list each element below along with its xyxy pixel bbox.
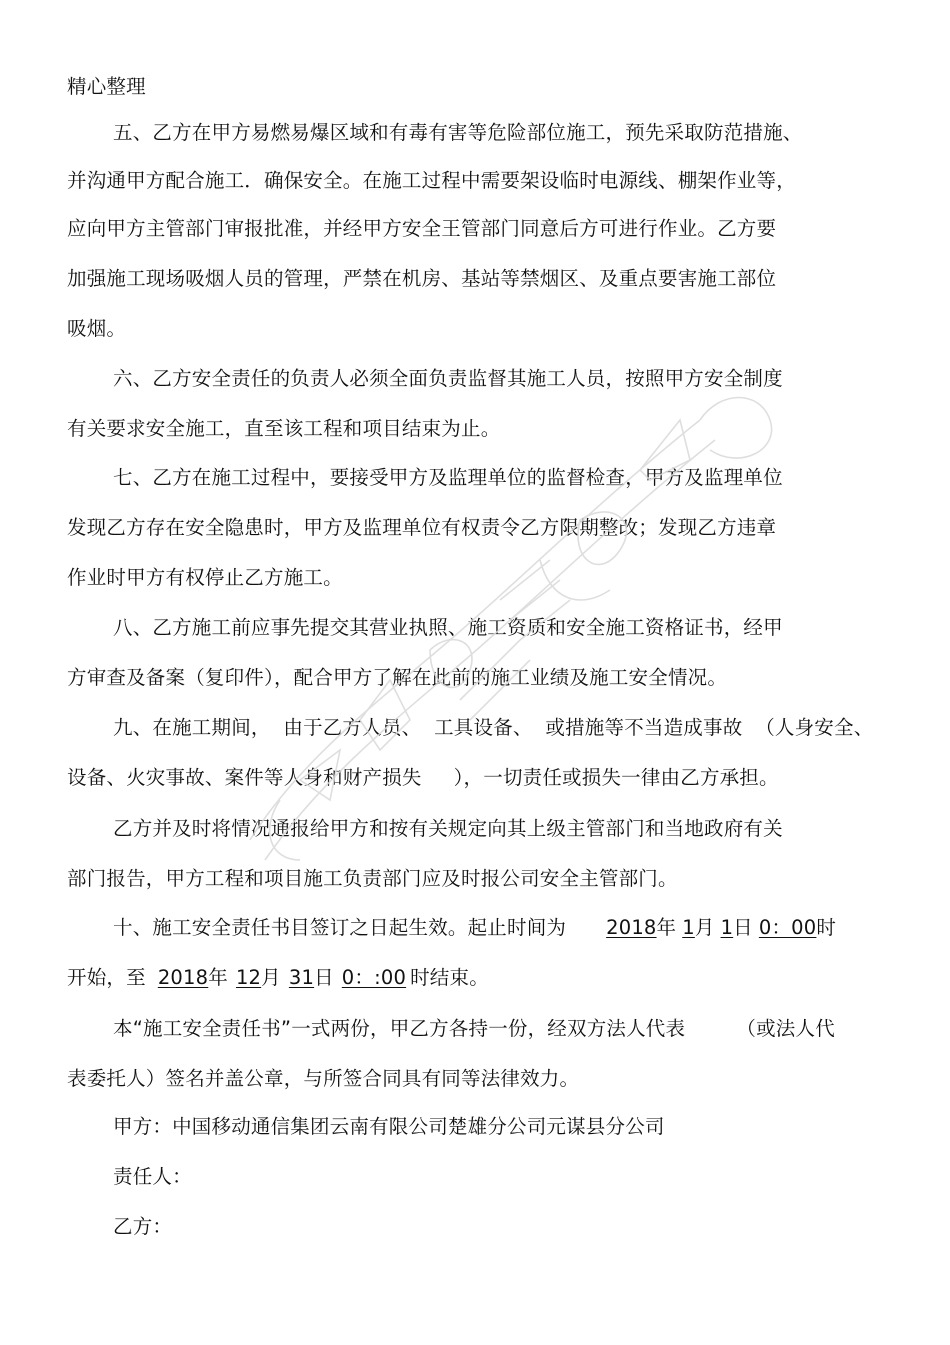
clause-9-line-1: 九、在施工期间， 由于乙方人员、 工具设备、 或措施等不当造成事故 （人身安全、 <box>113 716 874 739</box>
year-char: 年 <box>208 966 228 989</box>
end-month: 12 <box>235 966 262 989</box>
notify-line-1: 乙方并及时将情况通报给甲方和按有关规定向其上级主管部门和当地政府有关 <box>113 817 783 840</box>
clause-7-line-2: 发现乙方存在安全隐患时，甲方及监理单位有权责令乙方限期整改；发现乙方违章 <box>67 516 777 539</box>
end-time: 0：:00 <box>341 966 407 989</box>
clause-5-line-2: 并沟通甲方配合施工．确保安全。在施工过程中需要架设临时电源线、棚架作业等， <box>67 169 796 192</box>
clause-9-line-2: 设备、火灾事故、案件等人身和财产损失 ），一切责任或损失一律由乙方承担。 <box>67 766 779 789</box>
start-year: 2018 <box>606 916 657 939</box>
clause-10-line-1 <box>113 915 836 941</box>
clause-10-line2-suffix: 时结束。 <box>410 966 489 989</box>
start-time: 0：00 <box>758 916 817 939</box>
start-month: 1 <box>682 916 695 939</box>
copies-line-1: 本“施工安全责任书”一式两份，甲乙方各持一份，经双方法人代表 （或法人代 <box>113 1017 835 1040</box>
clause-7-line-3: 作业时甲方有权停止乙方施工。 <box>67 566 343 589</box>
clause-5-line-4: 加强施工现场吸烟人员的管理，严禁在机房、基站等禁烟区、及重点要害施工部位 <box>67 267 777 290</box>
clause-5-line-3: 应向甲方主管部门审报批准，并经甲方安全王管部门同意后方可进行作业。乙方要 <box>67 217 777 240</box>
clause-7-line-1: 七、乙方在施工过程中，要接受甲方及监理单位的监督检查，甲方及监理单位 <box>113 466 783 489</box>
day-char: 日 <box>314 966 334 989</box>
end-day: 31 <box>288 966 315 989</box>
clause-8-line-2: 方审查及备案（复印件），配合甲方了解在此前的施工业绩及施工安全情况。 <box>67 666 728 689</box>
clause-10-line-2 <box>67 965 489 991</box>
party-b-line: 乙方： <box>113 1215 173 1238</box>
month-char: 月 <box>694 916 715 939</box>
clause-6-line-2: 有关要求安全施工，直至该工程和项目结束为止。 <box>67 417 501 440</box>
clause-6-line-1: 六、乙方安全责任的负责人必须全面负责监督其施工人员，按照甲方安全制度 <box>113 367 783 390</box>
party-a-line: 甲方：中国移动通信集团云南有限公司楚雄分公司元谋县分公司 <box>113 1115 665 1138</box>
month-char: 月 <box>261 966 281 989</box>
end-year: 2018 <box>157 966 209 989</box>
clause-5-line-1: 五、乙方在甲方易燃易爆区域和有毒有害等危险部位施工，预先采取防范措施、 <box>113 121 803 144</box>
clause-5-line-5: 吸烟。 <box>67 317 127 340</box>
responsible-person-line: 责任人： <box>113 1165 192 1188</box>
day-char: 日 <box>733 916 753 939</box>
hour-char: 时 <box>816 916 837 939</box>
clause-10-prefix: 十、施工安全责任书目签订之日起生效。起止时间为 <box>113 916 567 939</box>
notify-line-2: 部门报告，甲方工程和项目施工负责部门应及时报公司安全主管部门。 <box>67 867 678 890</box>
page-header: 精心整理 <box>67 75 146 98</box>
clause-10-line2-prefix: 开始，至 <box>67 966 146 989</box>
clause-8-line-1: 八、乙方施工前应事先提交其营业执照、施工资质和安全施工资格证书，经甲 <box>113 616 783 639</box>
copies-line-2: 表委托人）签名并盖公章，与所签合同具有同等法律效力。 <box>67 1067 580 1090</box>
year-char: 年 <box>656 916 677 939</box>
start-day: 1 <box>720 916 734 939</box>
